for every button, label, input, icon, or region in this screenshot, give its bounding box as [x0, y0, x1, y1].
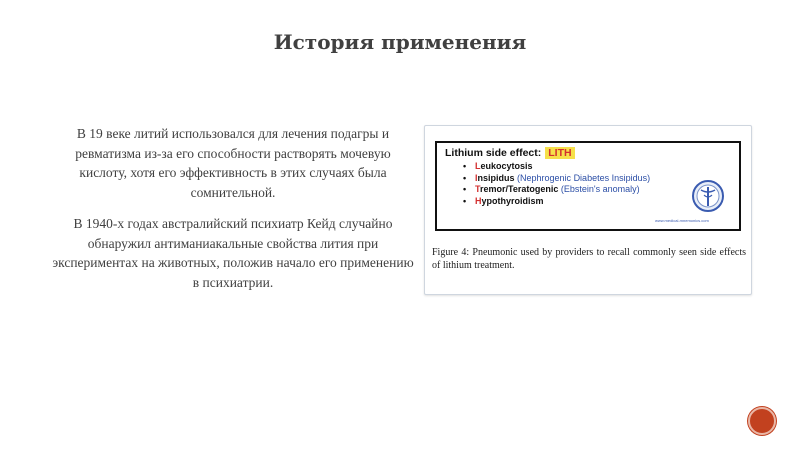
- mnemonic-letter: I: [475, 172, 478, 183]
- mnemonic-letter: L: [475, 161, 481, 171]
- website-url: www.medical-mnemonics.com: [655, 218, 709, 223]
- mnemonic-note: (Ebstein's anomaly): [560, 184, 640, 194]
- bullet-icon: •: [463, 161, 467, 171]
- mnemonic-item: [463, 173, 650, 185]
- caduceus-icon: [691, 179, 725, 213]
- paragraph-2: В 1940-х годах австралийский психиатр Кейд случайно обнаружил антиманиакальные свойства лития при экспериментах на животных, положив начало его применению в психиатрии.: [52, 216, 414, 290]
- next-slide-button[interactable]: [748, 407, 776, 435]
- figure-image: [424, 125, 752, 295]
- bullet-icon: •: [463, 195, 467, 206]
- mnemonic-note: (Nephrogenic Diabetes Insipidus): [517, 172, 651, 183]
- body-text: [52, 124, 414, 304]
- bullet-icon: •: [463, 184, 467, 194]
- mnemonic-word: LITH: [545, 147, 574, 159]
- slide-title: История применения: [273, 30, 527, 54]
- mnemonic-letter: H: [475, 195, 482, 206]
- mnemonic-rest: nsipidus: [477, 172, 518, 183]
- mnemonic-list: [463, 161, 650, 207]
- mnemonic-rest: remor/Teratogenic: [480, 184, 561, 194]
- mnemonic-rest: ypothyroidism: [481, 195, 544, 206]
- bullet-icon: •: [463, 172, 467, 183]
- mnemonic-item: [463, 161, 650, 173]
- mnemonic-box: [435, 141, 741, 231]
- mnemonic-title-text: Lithium side effect:: [445, 147, 542, 159]
- paragraph-1: В 19 веке литий использовался для лечения подагры и ревматизма из-за его способности растворять мочевую кислоту, хотя его эффективность в этих случаях была сомнительной.: [75, 126, 391, 200]
- mnemonic-title: [445, 147, 575, 159]
- mnemonic-letter: T: [475, 184, 481, 194]
- mnemonic-item: [463, 196, 650, 208]
- figure-caption: Figure 4: Pneumonic used by providers to recall commonly seen side effects of lithium treatment.: [432, 247, 746, 271]
- mnemonic-item: [463, 184, 650, 196]
- mnemonic-rest: eukocytosis: [480, 161, 533, 171]
